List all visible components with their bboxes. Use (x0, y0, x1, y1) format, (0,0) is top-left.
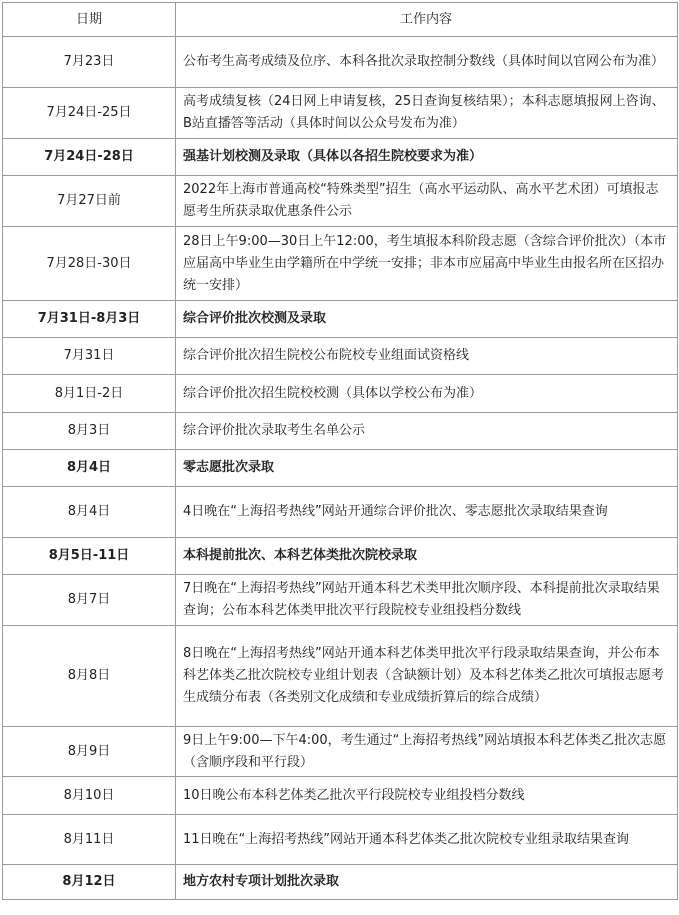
row-content: 综合评价批次招生院校公布院校专业组面试资格线 (176, 338, 678, 375)
row-content: 11日晚在“上海招考热线”网站开通本科艺体类乙批次院校专业组录取结果查询 (176, 815, 678, 865)
row-date: 8月11日 (3, 815, 176, 865)
row-date: 7月27日前 (3, 176, 176, 227)
date-column-header: 日期 (3, 3, 176, 37)
table-row (3, 487, 678, 538)
table-row (3, 139, 678, 176)
table-row (3, 88, 678, 139)
table-row (3, 575, 678, 626)
row-date: 7月23日 (3, 37, 176, 88)
row-date: 8月3日 (3, 413, 176, 450)
row-date: 7月31日 (3, 338, 176, 375)
row-content: 7日晚在“上海招考热线”网站开通本科艺术类甲批次顺序段、本科提前批次录取结果查询；公布本科艺体类甲批次平行段院校专业组投档分数线 (176, 575, 678, 626)
content-column-header: 工作内容 (176, 3, 678, 37)
row-content: 4日晚在“上海招考热线”网站开通综合评价批次、零志愿批次录取结果查询 (176, 487, 678, 538)
table-row (3, 37, 678, 88)
row-date: 8月10日 (3, 777, 176, 815)
row-content: 综合评价批次校测及录取 (176, 301, 678, 338)
row-content: 公布考生高考成绩及位序、本科各批次录取控制分数线（具体时间以官网公布为准） (176, 37, 678, 88)
row-content: 28日上午9:00—30日上午12:00，考生填报本科阶段志愿（含综合评价批次）（本市应届高中毕业生由学籍所在中学统一安排；非本市应届高中毕业生由报名所在区招办统一安排） (176, 227, 678, 301)
row-content: 8日晚在“上海招考热线”网站开通本科艺体类甲批次平行段录取结果查询，并公布本科艺体类乙批次院校专业组计划表（含缺额计划）及本科艺体类乙批次可填报志愿考生成绩分布表（各类别文化成绩和专业成绩折算后的综合成绩） (176, 626, 678, 727)
table-row (3, 626, 678, 727)
row-content: 高考成绩复核（24日网上申请复核，25日查询复核结果）；本科志愿填报网上咨询、B站直播答等活动（具体时间以公众号发布为准） (176, 88, 678, 139)
row-content: 综合评价批次录取考生名单公示 (176, 413, 678, 450)
row-date: 7月31日-8月3日 (3, 301, 176, 338)
row-date: 8月4日 (3, 487, 176, 538)
table-row (3, 450, 678, 487)
table-row (3, 301, 678, 338)
admission-schedule-table (2, 2, 678, 900)
row-date: 8月1日-2日 (3, 375, 176, 413)
row-content: 本科提前批次、本科艺体类批次院校录取 (176, 538, 678, 575)
row-date: 8月8日 (3, 626, 176, 727)
row-content: 零志愿批次录取 (176, 450, 678, 487)
row-date: 8月4日 (3, 450, 176, 487)
table-row (3, 815, 678, 865)
table-row (3, 375, 678, 413)
table-header-row (3, 3, 678, 37)
table-row (3, 413, 678, 450)
row-date: 8月9日 (3, 727, 176, 777)
row-date: 8月7日 (3, 575, 176, 626)
table-row (3, 865, 678, 900)
row-date: 7月24日-25日 (3, 88, 176, 139)
row-content: 10日晚公布本科艺体类乙批次平行段院校专业组投档分数线 (176, 777, 678, 815)
row-content: 综合评价批次招生院校校测（具体以学校公布为准） (176, 375, 678, 413)
table-row (3, 777, 678, 815)
table-row (3, 538, 678, 575)
row-content: 强基计划校测及录取（具体以各招生院校要求为准） (176, 139, 678, 176)
row-date: 7月24日-28日 (3, 139, 176, 176)
row-content: 9日上午9:00—下午4:00，考生通过“上海招考热线”网站填报本科艺体类乙批次志愿（含顺序段和平行段） (176, 727, 678, 777)
row-date: 7月28日-30日 (3, 227, 176, 301)
table-row (3, 727, 678, 777)
table-row (3, 176, 678, 227)
table-row (3, 338, 678, 375)
row-date: 8月5日-11日 (3, 538, 176, 575)
row-date: 8月12日 (3, 865, 176, 900)
row-content: 地方农村专项计划批次录取 (176, 865, 678, 900)
table-row (3, 227, 678, 301)
row-content: 2022年上海市普通高校“特殊类型”招生（高水平运动队、高水平艺术团）可填报志愿考生所获录取优惠条件公示 (176, 176, 678, 227)
